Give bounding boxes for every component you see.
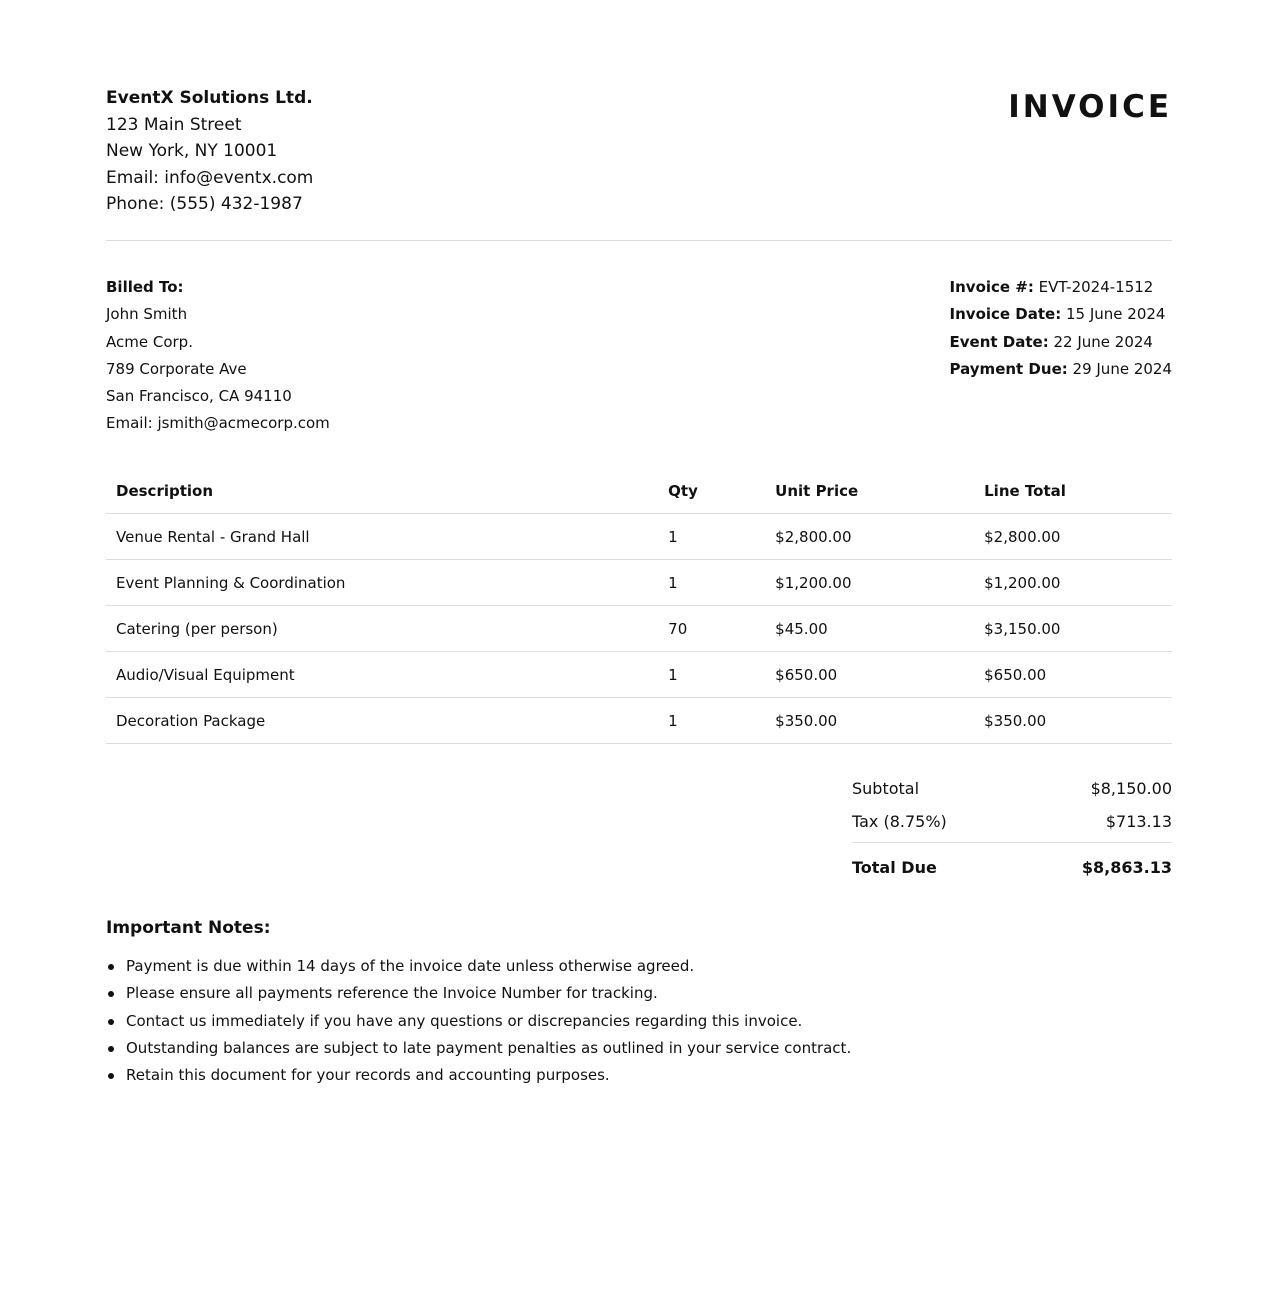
billed-to-city: San Francisco, CA 94110: [106, 387, 292, 406]
company-street: 123 Main Street: [106, 114, 242, 135]
event-date-line: [950, 329, 1172, 356]
table-row: [106, 514, 1172, 560]
payment-due-value: 29 June 2024: [1072, 359, 1172, 378]
billed-to-name: John Smith: [106, 305, 188, 324]
subtotal-label: Subtotal: [852, 779, 920, 798]
header-description: Description: [106, 468, 658, 514]
tax-label: Tax (8.75%): [852, 812, 947, 831]
invoice-date-line: [950, 301, 1172, 328]
table-row: [106, 606, 1172, 652]
cell-line-total: $1,200.00: [974, 560, 1172, 606]
list-item: Please ensure all payments reference the Invoice Number for tracking.: [106, 980, 851, 1007]
total-due-row: [852, 851, 1172, 884]
header-unit-price: Unit Price: [765, 468, 974, 514]
line-items-table: [106, 468, 1172, 744]
invoice-meta: [950, 274, 1172, 383]
notes-list: [106, 953, 851, 1089]
cell-qty: 1: [658, 652, 765, 698]
subtotal-row: [852, 772, 1172, 805]
invoice-number-value: EVT-2024-1512: [1038, 278, 1154, 296]
company-city: New York, NY 10001: [106, 141, 278, 161]
invoice-date-value: 15 June 2024: [1066, 305, 1166, 324]
payment-due-line: [950, 356, 1172, 383]
cell-unit-price: $45.00: [765, 606, 974, 652]
cell-line-total: $3,150.00: [974, 606, 1172, 652]
totals-divider: [852, 842, 1172, 843]
header-divider: [106, 240, 1172, 241]
company-email: Email: info@eventx.com: [106, 167, 314, 188]
table-header-row: [106, 468, 1172, 514]
table-row: [106, 698, 1172, 744]
billed-to: [106, 274, 330, 438]
cell-description: Event Planning & Coordination: [106, 560, 658, 606]
event-date-label: Event Date:: [949, 332, 1049, 351]
list-item: Retain this document for your records and accounting purposes.: [106, 1062, 851, 1089]
total-due-label: Total Due: [852, 858, 937, 877]
totals-summary: [852, 772, 1172, 884]
cell-description: Audio/Visual Equipment: [106, 652, 658, 698]
cell-qty: 1: [658, 514, 765, 560]
cell-unit-price: $350.00: [765, 698, 974, 744]
cell-unit-price: $650.00: [765, 652, 974, 698]
subtotal-value: $8,150.00: [1090, 779, 1172, 798]
billed-to-label: Billed To:: [106, 278, 184, 296]
list-item: Contact us immediately if you have any questions or discrepancies regarding this invoice.: [106, 1008, 851, 1035]
tax-value: $713.13: [1105, 812, 1172, 831]
billed-to-street: 789 Corporate Ave: [106, 359, 247, 378]
cell-unit-price: $1,200.00: [765, 560, 974, 606]
company-info: [106, 85, 313, 218]
event-date-value: 22 June 2024: [1053, 332, 1153, 351]
invoice-number-label: Invoice #:: [949, 278, 1034, 296]
cell-qty: 1: [658, 698, 765, 744]
cell-line-total: $650.00: [974, 652, 1172, 698]
cell-line-total: $350.00: [974, 698, 1172, 744]
notes-title: Important Notes:: [106, 918, 271, 938]
cell-description: Decoration Package: [106, 698, 658, 744]
cell-qty: 1: [658, 560, 765, 606]
list-item: Outstanding balances are subject to late payment penalties as outlined in your service contract.: [106, 1035, 851, 1062]
cell-qty: 70: [658, 606, 765, 652]
invoice-date-label: Invoice Date:: [949, 305, 1062, 324]
tax-row: [852, 805, 1172, 838]
header-line-total: Line Total: [974, 468, 1172, 514]
billed-to-email: Email: jsmith@acmecorp.com: [106, 414, 330, 433]
company-name: EventX Solutions Ltd.: [106, 88, 313, 108]
cell-description: Catering (per person): [106, 606, 658, 652]
cell-line-total: $2,800.00: [974, 514, 1172, 560]
header-qty: Qty: [658, 468, 765, 514]
total-due-value: $8,863.13: [1081, 858, 1172, 877]
table-row: [106, 560, 1172, 606]
company-phone: Phone: (555) 432-1987: [106, 194, 303, 214]
invoice-title: INVOICE: [1008, 89, 1172, 125]
cell-description: Venue Rental - Grand Hall: [106, 514, 658, 560]
payment-due-label: Payment Due:: [949, 359, 1068, 378]
billed-to-company: Acme Corp.: [106, 332, 193, 351]
cell-unit-price: $2,800.00: [765, 514, 974, 560]
invoice-number-line: [950, 274, 1172, 301]
list-item: Payment is due within 14 days of the invoice date unless otherwise agreed.: [106, 953, 851, 980]
table-row: [106, 652, 1172, 698]
